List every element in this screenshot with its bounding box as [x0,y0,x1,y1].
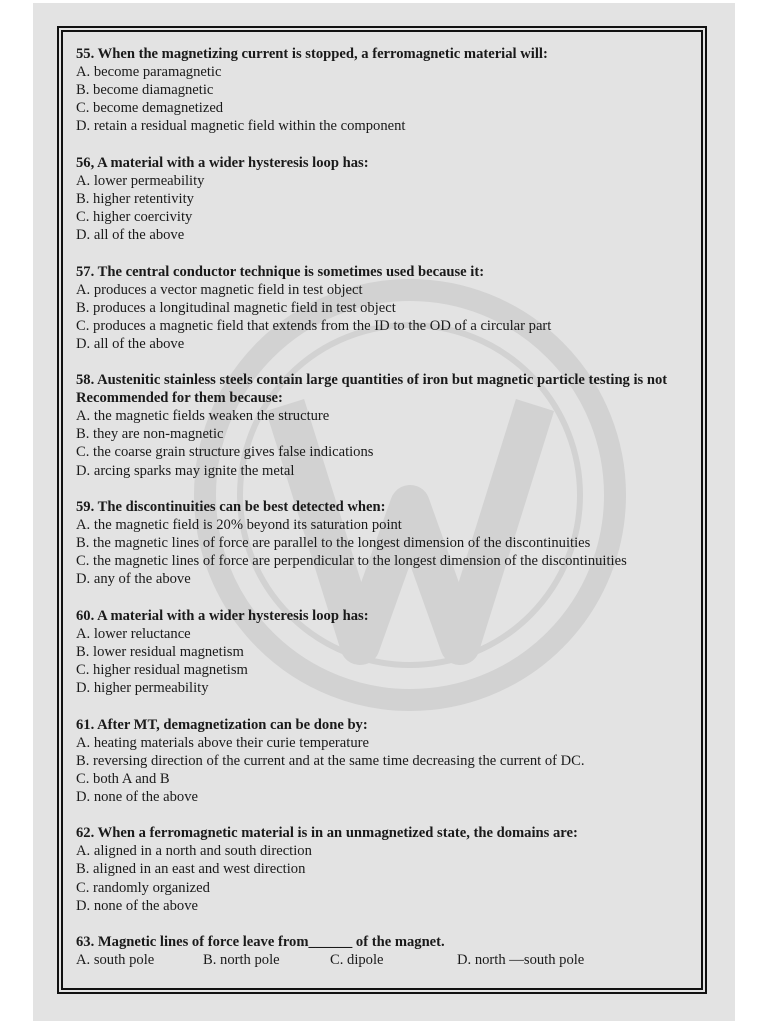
answer-option: A. heating materials above their curie temperature [76,734,369,751]
question-title: 56, A material with a wider hysteresis loop has: [76,154,369,171]
question-title: 57. The central conductor technique is sometimes used because it: [76,263,485,280]
answer-option: C. randomly organized [76,879,210,896]
answer-option: D. none of the above [76,788,198,805]
answer-option: B. produces a longitudinal magnetic field in test object [76,299,396,316]
answer-option: C. become demagnetized [76,100,224,117]
answer-option: C. both A and B [76,770,170,787]
answer-option: D. any of the above [76,571,191,588]
question-60 [76,607,696,697]
question-61 [76,716,696,806]
question-title: 58. Austenitic stainless steels contain large quantities of iron but magnetic particle testing is not Recommended for them because: [76,372,668,407]
answer-option: C. higher coercivity [76,208,193,225]
answer-option: B. higher retentivity [76,190,194,207]
answer-option: D. north —south pole [457,952,585,969]
question-title: 62. When a ferromagnetic material is in an unmagnetized state, the domains are: [76,825,578,842]
answer-option: D. all of the above [76,227,185,244]
question-title: 63. Magnetic lines of force leave from______ of the magnet. [76,934,445,951]
answer-option: B. north pole [203,952,280,969]
answer-option: B. they are non-magnetic [76,426,224,443]
answer-option: D. none of the above [76,897,198,914]
answer-option: A. produces a vector magnetic field in test object [76,281,363,298]
question-list [76,45,696,988]
question-55 [76,45,696,135]
question-56 [76,154,696,244]
answer-option: D. retain a residual magnetic field within the component [76,118,406,135]
answer-options-row [76,951,696,969]
answer-option: A. the magnetic fields weaken the structure [76,408,330,425]
answer-option: D. arcing sparks may ignite the metal [76,462,295,479]
answer-option: A. aligned in a north and south direction [76,843,312,860]
question-title: 55. When the magnetizing current is stopped, a ferromagnetic material will: [76,46,548,62]
answer-option: C. higher residual magnetism [76,662,248,679]
answer-option: B. reversing direction of the current and at the same time decreasing the current of DC. [76,752,585,769]
answer-option: A. become paramagnetic [76,64,222,80]
answer-option: B. the magnetic lines of force are parallel to the longest dimension of the discontinuities [76,535,591,552]
question-62 [76,824,696,914]
answer-option: B. aligned in an east and west direction [76,861,306,878]
question-59 [76,498,696,588]
answer-option: C. dipole [330,952,384,969]
answer-option: B. become diamagnetic [76,82,214,99]
answer-option: C. the coarse grain structure gives false indications [76,444,374,461]
answer-option: B. lower residual magnetism [76,643,244,660]
question-57 [76,263,696,353]
answer-option: D. higher permeability [76,680,209,697]
answer-option: A. south pole [76,952,155,969]
question-title: 59. The discontinuities can be best detected when: [76,499,386,516]
question-title: 60. A material with a wider hysteresis loop has: [76,607,369,624]
question-58 [76,371,696,479]
question-title: 61. After MT, demagnetization can be done by: [76,716,368,733]
answer-option: C. produces a magnetic field that extends from the ID to the OD of a circular part [76,317,552,334]
answer-option: D. all of the above [76,335,185,352]
answer-option: A. lower permeability [76,172,205,189]
question-63 [76,933,696,969]
answer-option: C. the magnetic lines of force are perpendicular to the longest dimension of the discontinuities [76,553,627,570]
answer-option: A. lower reluctance [76,625,191,642]
answer-option: A. the magnetic field is 20% beyond its saturation point [76,517,402,534]
